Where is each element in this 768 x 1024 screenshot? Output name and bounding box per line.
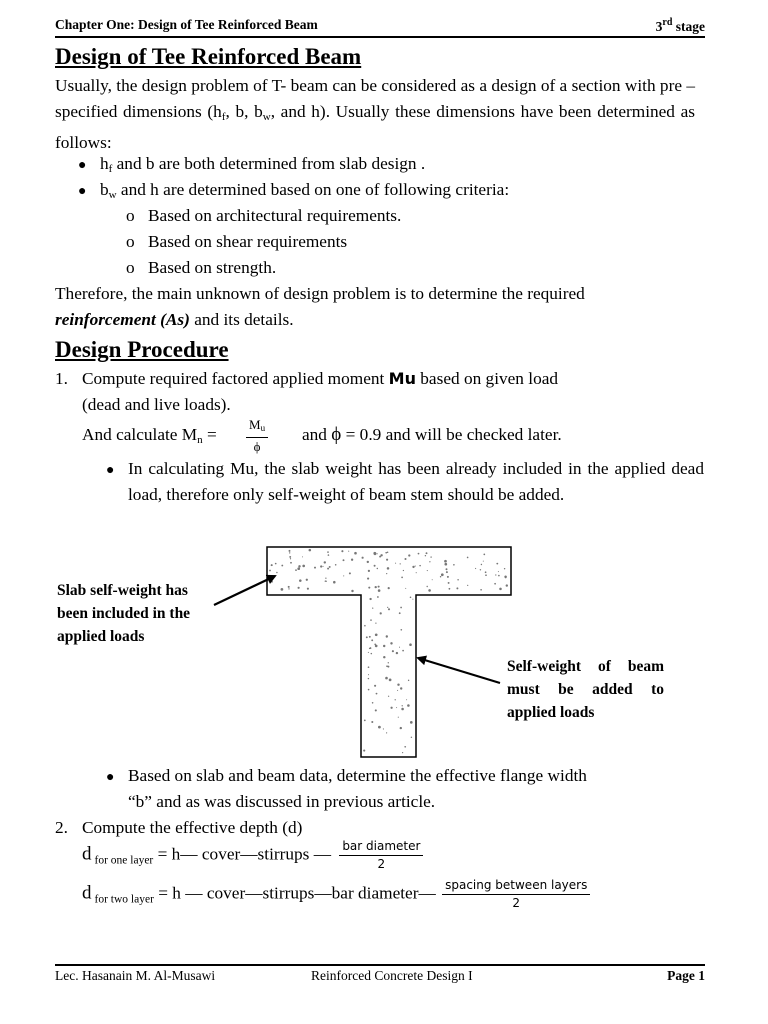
concrete-speckle bbox=[369, 636, 371, 638]
concrete-speckle bbox=[320, 565, 322, 567]
concrete-speckle bbox=[364, 625, 366, 627]
concrete-speckle bbox=[371, 653, 372, 654]
concrete-speckle bbox=[354, 552, 357, 555]
concrete-speckle bbox=[418, 553, 420, 555]
concrete-speckle bbox=[395, 563, 396, 564]
concrete-speckle bbox=[378, 726, 381, 729]
concrete-speckle bbox=[333, 581, 336, 584]
concrete-speckle bbox=[375, 633, 378, 636]
concrete-speckle bbox=[302, 556, 303, 557]
concrete-speckle bbox=[475, 568, 476, 569]
concrete-speckle bbox=[327, 568, 329, 570]
concrete-speckle bbox=[290, 562, 292, 564]
concrete-speckle bbox=[410, 597, 412, 599]
concrete-speckle bbox=[481, 564, 482, 565]
concrete-speckle bbox=[447, 576, 449, 578]
concrete-speckle bbox=[306, 579, 308, 581]
concrete-speckle bbox=[377, 596, 379, 598]
concrete-speckle bbox=[480, 569, 481, 570]
equation-one-layer: d $_{for one layer}$ = h— cover—stirrups — $\frac{\text{bar diameter}}{2}$ bbox=[82, 838, 423, 873]
page-title: Design of Tee Reinforced Beam bbox=[55, 44, 362, 69]
callout-slab-weight: Slab self-weight has been included in the applied loads bbox=[57, 582, 191, 645]
concrete-speckle bbox=[404, 558, 406, 560]
concrete-speckle bbox=[385, 552, 387, 554]
concrete-speckle bbox=[335, 564, 337, 566]
concrete-speckle bbox=[412, 599, 413, 600]
concrete-speckle bbox=[398, 717, 399, 718]
concrete-speckle bbox=[419, 565, 421, 567]
concrete-speckle bbox=[368, 678, 369, 679]
concrete-speckle bbox=[375, 622, 376, 623]
sub-item: Based on architectural requirements. bbox=[148, 206, 402, 225]
bullet-icon: ● bbox=[78, 158, 87, 173]
concrete-speckle bbox=[289, 550, 291, 552]
concrete-speckle bbox=[400, 727, 402, 729]
concrete-speckle bbox=[400, 629, 402, 631]
concrete-speckle bbox=[400, 607, 402, 609]
concrete-speckle bbox=[383, 656, 385, 658]
concrete-speckle bbox=[367, 561, 369, 563]
concrete-speckle bbox=[275, 563, 277, 565]
concrete-speckle bbox=[371, 721, 373, 723]
concrete-speckle bbox=[378, 589, 381, 592]
concrete-speckle bbox=[408, 554, 410, 556]
concrete-speckle bbox=[404, 746, 406, 748]
concrete-speckle bbox=[368, 689, 370, 691]
concrete-speckle bbox=[383, 728, 384, 729]
concrete-speckle bbox=[412, 566, 414, 568]
concrete-speckle bbox=[375, 586, 377, 588]
concrete-speckle bbox=[368, 587, 370, 589]
concrete-speckle bbox=[324, 561, 326, 563]
arrow-to-slab bbox=[214, 576, 275, 605]
sub-bullet-icon: o bbox=[126, 258, 135, 277]
concrete-speckle bbox=[400, 687, 402, 689]
concrete-speckle bbox=[288, 588, 289, 589]
concrete-speckle bbox=[329, 566, 331, 568]
sub-item: Based on shear requirements bbox=[148, 232, 348, 251]
conclusion-line-2: reinforcement (As) and its details. bbox=[55, 310, 294, 329]
concrete-speckle bbox=[298, 565, 300, 567]
concrete-speckle bbox=[323, 566, 324, 567]
concrete-speckle bbox=[410, 721, 413, 724]
section-title: Design Procedure bbox=[55, 337, 229, 362]
concrete-speckle bbox=[366, 636, 368, 638]
concrete-speckle bbox=[444, 560, 447, 563]
concrete-speckle bbox=[351, 590, 353, 592]
concrete-speckle bbox=[386, 732, 387, 733]
intro-paragraph: Usually, the design problem of T- beam can be considered as a design of a section with pre – specified dimensions ($h_f$, b, $b_w$, and h). Usually these dimensions have been determined as follows: bbox=[55, 76, 695, 152]
concrete-speckle bbox=[387, 567, 390, 570]
concrete-speckle bbox=[457, 579, 459, 581]
concrete-speckle bbox=[401, 708, 404, 711]
concrete-speckle bbox=[495, 574, 496, 575]
concrete-speckle bbox=[369, 598, 371, 600]
concrete-speckle bbox=[368, 674, 369, 675]
concrete-speckle bbox=[399, 647, 400, 648]
concrete-speckle bbox=[373, 552, 376, 555]
concrete-speckle bbox=[411, 737, 412, 738]
concrete-speckle bbox=[448, 582, 450, 584]
bullet-item-hf: $h_f$ and b are both determined from slab design . bbox=[100, 154, 426, 175]
concrete-speckle bbox=[376, 693, 378, 695]
concrete-speckle bbox=[377, 568, 378, 569]
concrete-speckle bbox=[444, 563, 447, 566]
concrete-speckle bbox=[480, 589, 482, 591]
bullet-flange-width-2: “b” and as was discussed in previous article. bbox=[128, 792, 436, 811]
concrete-speckle bbox=[281, 588, 284, 591]
concrete-speckle bbox=[395, 699, 396, 700]
concrete-speckle bbox=[396, 707, 397, 708]
footer-author: Lec. Hasanain M. Al-Musawi bbox=[55, 968, 216, 983]
concrete-speckle bbox=[428, 589, 431, 592]
sub-item: Based on strength. bbox=[148, 258, 277, 277]
mu-over-phi-fraction: $\frac{Mu}{\phi}$ bbox=[246, 416, 268, 455]
concrete-speckle bbox=[467, 585, 468, 586]
concrete-speckle bbox=[387, 607, 388, 608]
concrete-speckle bbox=[386, 573, 387, 574]
phi-symbol: ϕ bbox=[331, 424, 342, 445]
concrete-speckle bbox=[389, 679, 392, 682]
concrete-speckle bbox=[396, 652, 398, 654]
concrete-speckle bbox=[343, 575, 344, 576]
sub-bullet-icon: o bbox=[126, 232, 135, 251]
concrete-speckle bbox=[386, 665, 388, 667]
concrete-speckle bbox=[406, 699, 407, 700]
concrete-speckle bbox=[440, 576, 441, 577]
concrete-speckle bbox=[425, 555, 426, 556]
calc-phi: and ϕ = 0.9 and will be checked later. bbox=[302, 424, 562, 445]
concrete-speckle bbox=[299, 579, 302, 582]
concrete-speckle bbox=[397, 683, 399, 685]
concrete-speckle bbox=[426, 586, 427, 587]
concrete-speckle bbox=[367, 578, 369, 580]
concrete-speckle bbox=[302, 565, 305, 568]
concrete-speckle bbox=[343, 559, 345, 561]
stage-superscript: rd bbox=[662, 17, 673, 28]
concrete-speckle bbox=[314, 567, 316, 569]
concrete-speckle bbox=[430, 556, 431, 557]
step1-line-1: Compute required factored applied moment Mu based on given load bbox=[82, 369, 559, 388]
bullet-icon: ● bbox=[106, 770, 115, 785]
bullet-item-bw: $b_w$ and h are determined based on one of following criteria: bbox=[100, 180, 510, 201]
step1-line-2: (dead and live loads). bbox=[82, 395, 231, 414]
concrete-speckle bbox=[453, 564, 455, 566]
concrete-speckle bbox=[349, 572, 351, 574]
concrete-speckle bbox=[379, 556, 381, 558]
concrete-speckle bbox=[390, 707, 392, 709]
concrete-speckle bbox=[388, 608, 390, 610]
concrete-speckle bbox=[426, 552, 428, 554]
conclusion-line-1: Therefore, the main unknown of design problem is to determine the required bbox=[55, 284, 585, 303]
concrete-speckle bbox=[402, 650, 404, 652]
concrete-speckle bbox=[446, 571, 448, 573]
step-number: 1. bbox=[55, 369, 68, 388]
arrow-to-stem bbox=[418, 658, 500, 683]
concrete-speckle bbox=[432, 579, 433, 580]
tee-section-outline bbox=[267, 547, 511, 757]
concrete-speckle bbox=[400, 563, 401, 564]
concrete-speckle bbox=[290, 558, 291, 559]
concrete-speckle bbox=[392, 650, 394, 652]
concrete-speckle bbox=[385, 677, 388, 680]
footer-page: Page 1 bbox=[667, 968, 705, 983]
concrete-speckle bbox=[483, 554, 485, 556]
concrete-speckle bbox=[402, 752, 403, 753]
concrete-speckle bbox=[288, 586, 290, 588]
callout-beam-weight: Self-weight of beam must be added to applied loads bbox=[507, 658, 664, 721]
concrete-speckle bbox=[377, 553, 378, 554]
concrete-speckle bbox=[467, 557, 469, 559]
concrete-speckle bbox=[397, 690, 398, 691]
concrete-speckle bbox=[399, 612, 401, 614]
concrete-speckle bbox=[485, 571, 487, 573]
reinforcement-term: reinforcement (As) bbox=[55, 310, 190, 329]
concrete-speckle bbox=[416, 572, 417, 573]
equation-two-layer: d $_{for two layer}$ = h — cover—stirrups—bar diameter— $\frac{\text{spacing between layers}}{2}$ bbox=[82, 877, 590, 912]
concrete-speckle bbox=[364, 720, 366, 722]
concrete-speckle bbox=[269, 570, 271, 572]
stage-number: 3 bbox=[655, 19, 663, 34]
step-number: 2. bbox=[55, 818, 68, 837]
step2-title: Compute the effective depth (d) bbox=[82, 818, 303, 837]
concrete-speckle bbox=[362, 557, 364, 559]
concrete-speckle bbox=[307, 588, 309, 590]
concrete-speckle bbox=[446, 568, 448, 570]
concrete-speckle bbox=[498, 571, 499, 572]
concrete-speckle bbox=[289, 552, 290, 553]
concrete-speckle bbox=[327, 551, 329, 553]
concrete-speckle bbox=[402, 705, 403, 706]
concrete-speckle bbox=[380, 612, 382, 614]
concrete-speckle bbox=[369, 647, 371, 649]
concrete-speckle bbox=[409, 643, 412, 646]
concrete-speckle bbox=[325, 580, 327, 582]
bullet-flange-width-1: Based on slab and beam data, determine the effective flange width bbox=[128, 766, 587, 785]
concrete-speckle bbox=[297, 567, 300, 570]
concrete-speckle bbox=[386, 559, 388, 561]
concrete-speckle bbox=[449, 588, 451, 590]
header-chapter: Chapter One: Design of Tee Reinforced Beam bbox=[55, 17, 318, 32]
concrete-speckle bbox=[485, 574, 487, 576]
concrete-speckle bbox=[295, 569, 297, 571]
sub-bullet-icon: o bbox=[126, 206, 135, 225]
concrete-speckle bbox=[271, 581, 273, 583]
concrete-speckle bbox=[456, 587, 458, 589]
concrete-speckle bbox=[427, 570, 428, 571]
concrete-speckle bbox=[405, 588, 406, 589]
concrete-speckle bbox=[408, 680, 409, 681]
concrete-speckle bbox=[401, 577, 403, 579]
concrete-speckle bbox=[403, 570, 404, 571]
concrete-speckle bbox=[363, 750, 365, 752]
concrete-speckle bbox=[494, 583, 496, 585]
concrete-speckle bbox=[348, 551, 349, 552]
concrete-speckle bbox=[325, 578, 326, 579]
bullet-icon: ● bbox=[106, 463, 115, 478]
bullet-icon: ● bbox=[78, 184, 87, 199]
concrete-speckle bbox=[378, 586, 380, 588]
concrete-speckle bbox=[368, 652, 369, 653]
bullet-slab-weight: In calculating Mu, the slab weight has been already included in the applied dead load, therefore only self-weight of beam stem should be added. bbox=[128, 459, 704, 504]
concrete-speckle bbox=[298, 587, 300, 589]
concrete-speckle bbox=[270, 575, 271, 576]
concrete-speckle bbox=[374, 565, 376, 567]
concrete-speckle bbox=[370, 619, 372, 621]
concrete-speckle bbox=[429, 561, 430, 562]
concrete-speckle bbox=[388, 662, 389, 663]
concrete-speckle bbox=[506, 584, 508, 586]
concrete-speckle bbox=[372, 702, 374, 704]
calc-mn: And calculate $M_n$ = bbox=[82, 425, 217, 446]
concrete-speckle bbox=[368, 666, 370, 668]
concrete-speckle bbox=[281, 565, 283, 567]
concrete-speckle bbox=[276, 572, 278, 574]
concrete-speckle bbox=[375, 645, 378, 648]
concrete-speckle bbox=[289, 556, 291, 558]
concrete-speckle bbox=[407, 704, 410, 707]
concrete-speckle bbox=[415, 566, 416, 567]
concrete-speckle bbox=[505, 577, 506, 578]
concrete-speckle bbox=[441, 573, 444, 576]
concrete-speckle bbox=[372, 607, 373, 608]
concrete-speckle bbox=[371, 639, 373, 641]
concrete-speckle bbox=[383, 645, 385, 647]
concrete-speckle bbox=[504, 568, 505, 569]
concrete-speckle bbox=[309, 549, 312, 552]
concrete-speckle bbox=[388, 696, 389, 697]
concrete-speckle bbox=[328, 554, 330, 556]
concrete-speckle bbox=[496, 563, 498, 565]
concrete-speckle bbox=[499, 588, 502, 591]
concrete-speckle bbox=[368, 570, 370, 572]
concrete-speckle bbox=[341, 550, 343, 552]
concrete-speckle bbox=[351, 559, 353, 561]
concrete-speckle bbox=[271, 564, 273, 566]
mu-term: Mu bbox=[388, 369, 416, 388]
concrete-speckle bbox=[388, 587, 390, 589]
concrete-speckle bbox=[374, 685, 376, 687]
footer-rule bbox=[55, 964, 705, 966]
concrete-speckle bbox=[390, 642, 392, 644]
concrete-speckle bbox=[375, 709, 377, 711]
concrete-speckle bbox=[386, 635, 388, 637]
concrete-speckle bbox=[498, 575, 500, 577]
concrete-speckle bbox=[483, 561, 484, 562]
concrete-speckle bbox=[387, 551, 389, 553]
stage-word: stage bbox=[675, 19, 705, 34]
footer-course: Reinforced Concrete Design I bbox=[311, 968, 473, 983]
